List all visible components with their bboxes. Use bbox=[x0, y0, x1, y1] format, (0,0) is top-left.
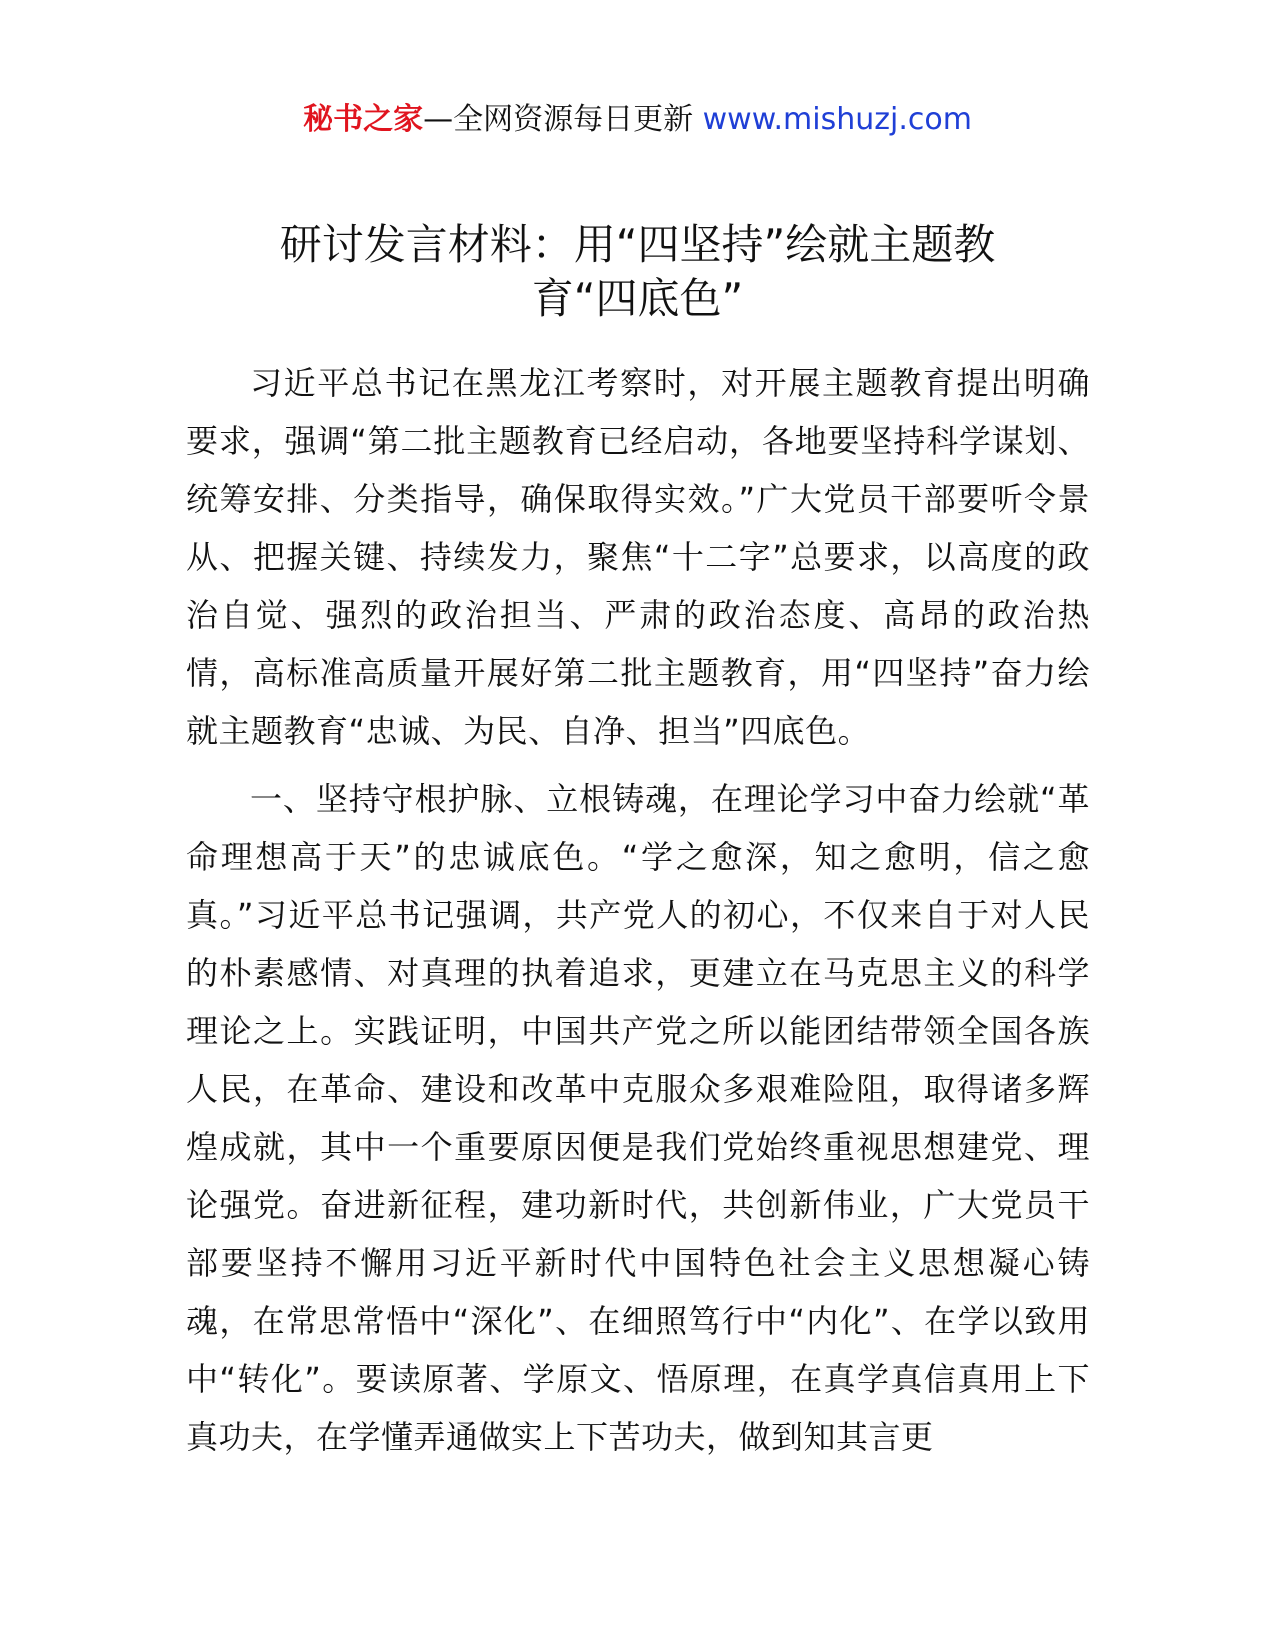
site-brand: 秘书之家 bbox=[303, 102, 424, 137]
document-body bbox=[186, 354, 1090, 1476]
site-tagline: —全网资源每日更新 bbox=[423, 102, 703, 137]
body-paragraph-intro: 习近平总书记在黑龙江考察时，对开展主题教育提出明确要求，强调“第二批主题教育已经启动，各地要坚持科学谋划、统筹安排、分类指导，确保取得实效。”广大党员干部要听令景从、把握关键、持续发力，聚焦“十二字”总要求，以高度的政治自觉、强烈的政治担当、严肃的政治态度、高昂的政治热情，高标准高质量开展好第二批主题教育，用“四坚持”奋力绘就主题教育“忠诚、为民、自净、担当”四底色。 bbox=[186, 364, 1090, 750]
document-title bbox=[150, 218, 1125, 326]
document-title-line-1: 研讨发言材料：用“四坚持”绘就主题教 bbox=[279, 220, 996, 269]
body-paragraph-section-1: 一、坚持守根护脉、立根铸魂，在理论学习中奋力绘就“革命理想高于天”的忠诚底色。“学之愈深，知之愈明，信之愈真。”习近平总书记强调，共产党人的初心，不仅来自于对人民的朴素感情、对真理的执着追求，更建立在马克思主义的科学理论之上。实践证明，中国共产党之所以能团结带领全国各族人民，在革命、建设和改革中克服众多艰难险阻，取得诸多辉煌成就，其中一个重要原因便是我们党始终重视思想建党、理论强党。奋进新征程，建功新时代，共创新伟业，广大党员干部要坚持不懈用习近平新时代中国特色社会主义思想凝心铸魂，在常思常悟中“深化”、在细照笃行中“内化”、在学以致用中“转化”。要读原著、学原文、悟原理，在真学真信真用上下真功夫，在学懂弄通做实上下苦功夫，做到知其言更 bbox=[186, 780, 1090, 1456]
document-title-line-2: 育“四底色” bbox=[531, 274, 744, 323]
site-header bbox=[0, 98, 1275, 142]
site-url-link[interactable]: www.mishuzj.com bbox=[702, 102, 972, 137]
